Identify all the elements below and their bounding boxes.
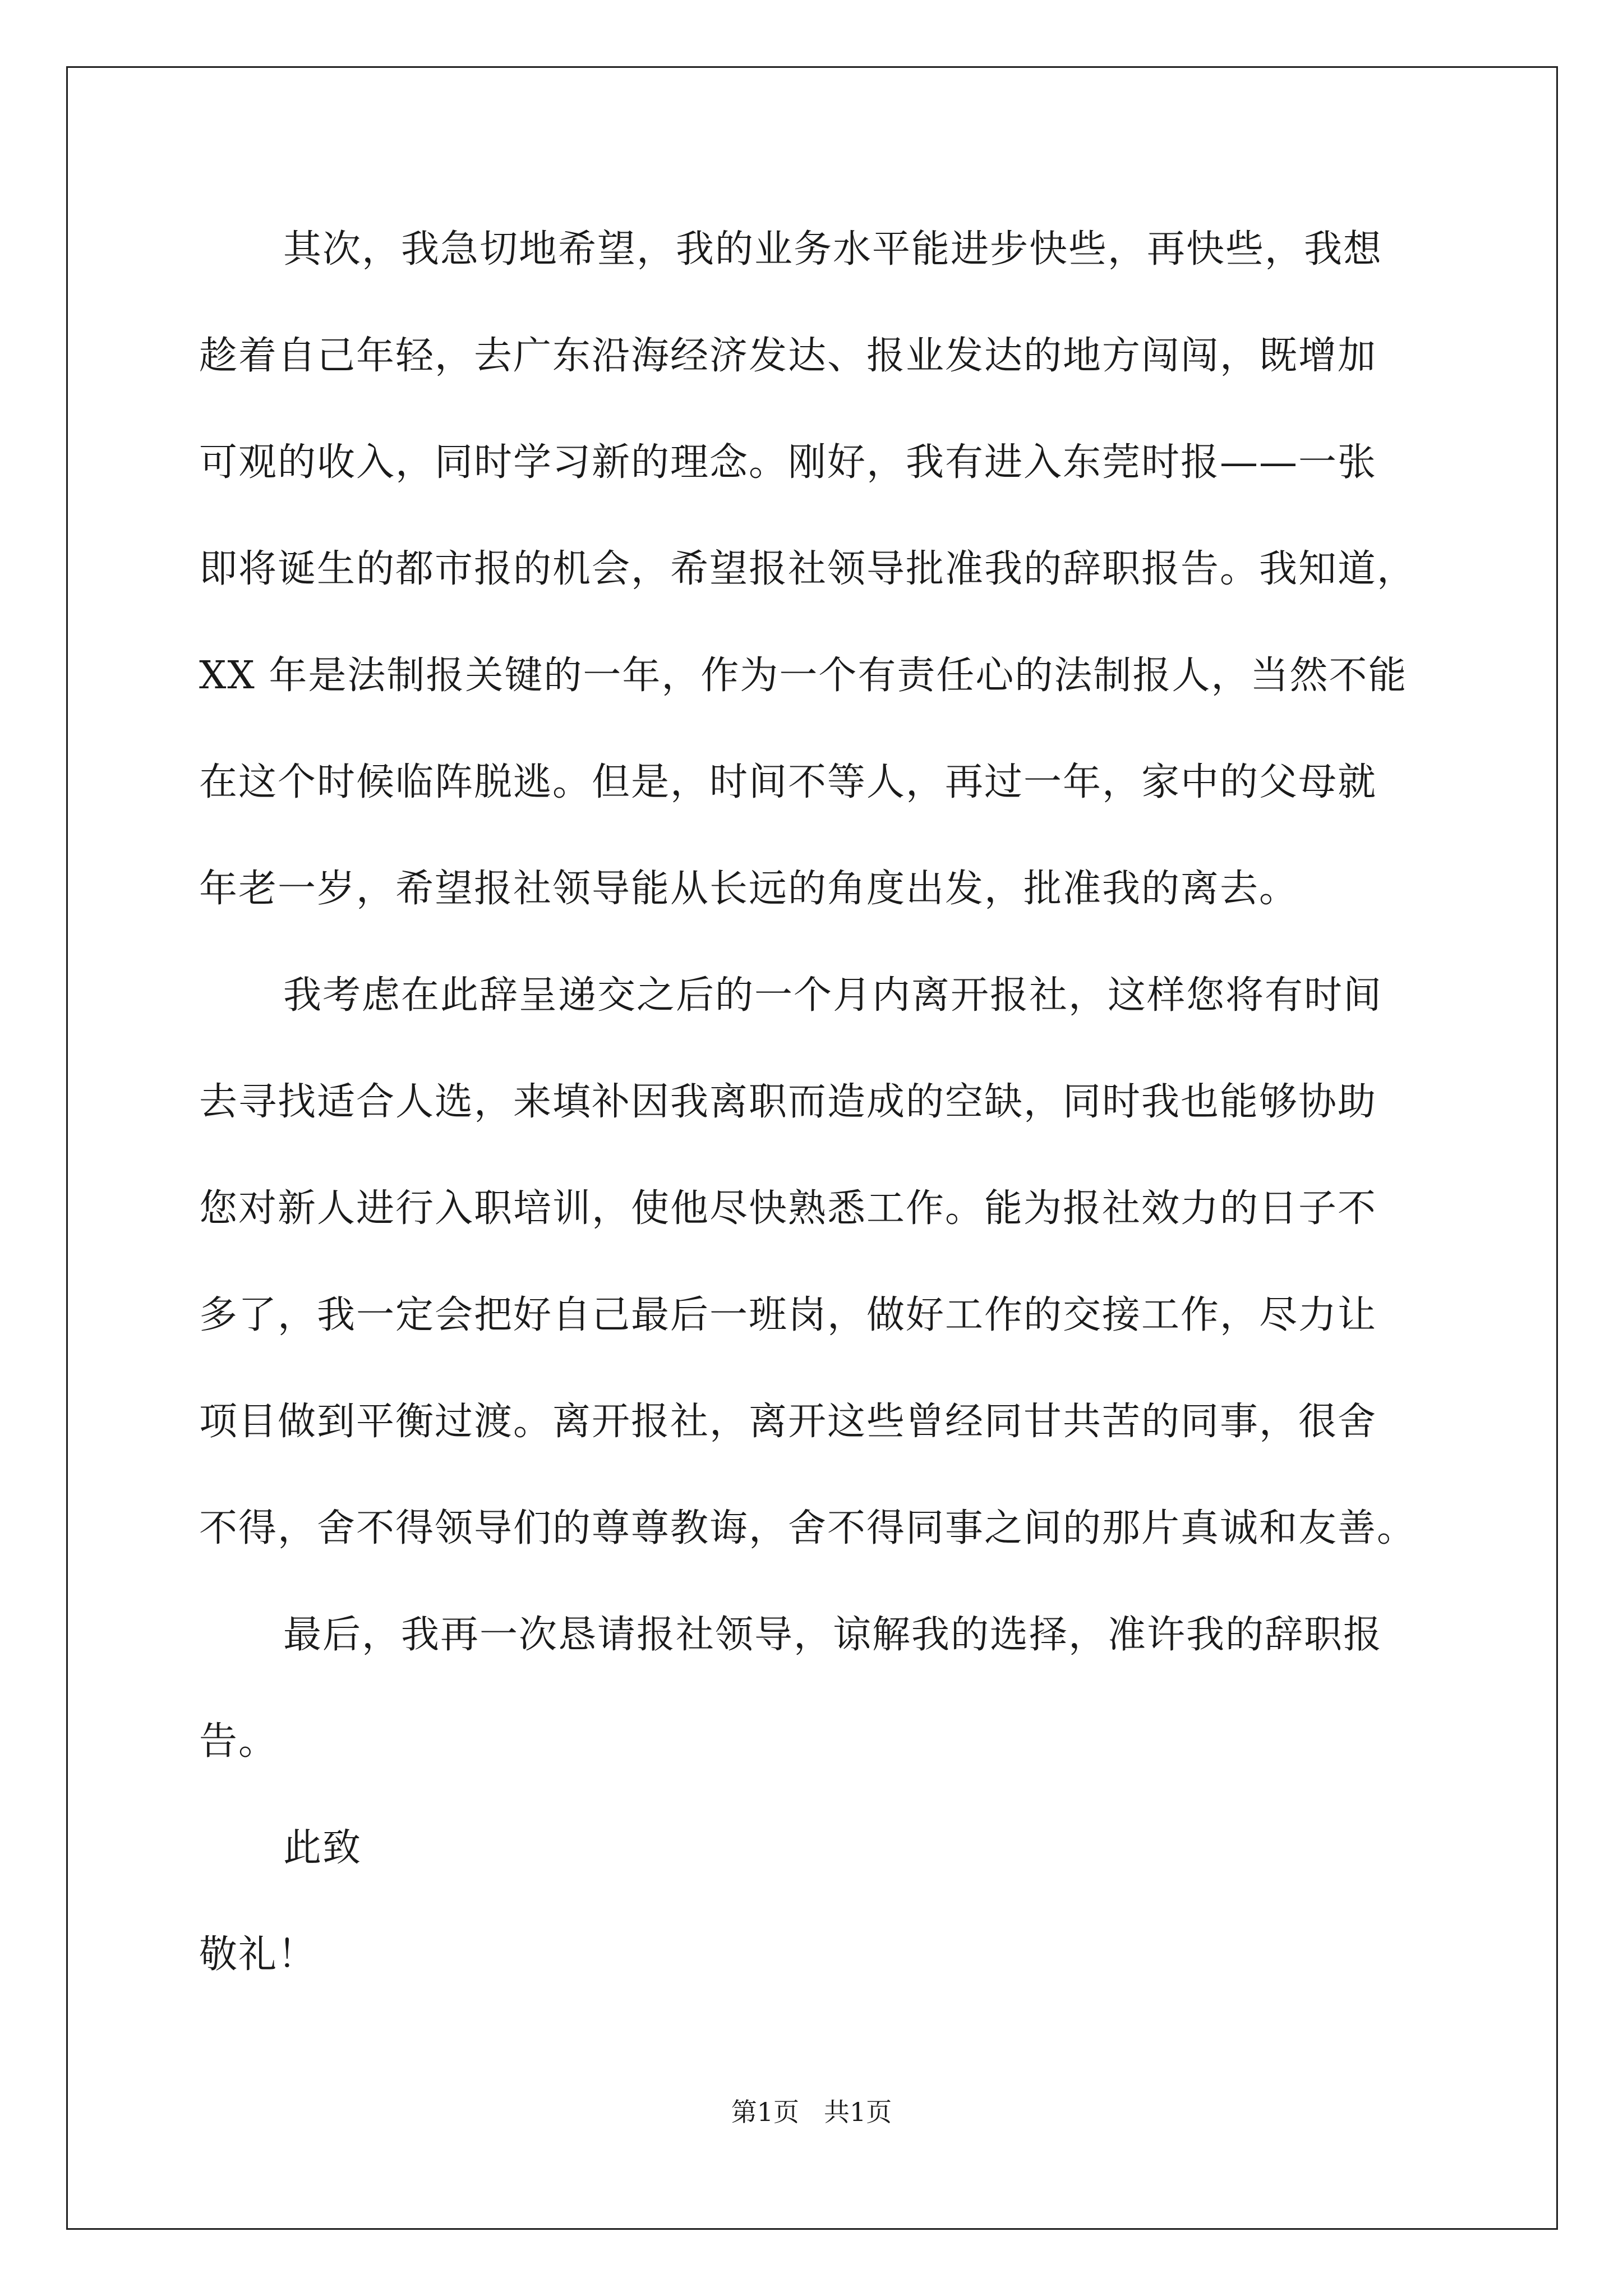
paragraph-line: 告。 [199,1719,278,1764]
paragraph-line: 趁着自己年轻，去广东沿海经济发达、报业发达的地方闯闯，既增加 [199,334,1377,378]
closing-regards: 敬礼！ [199,1932,317,1977]
paragraph-line: 最后，我再一次恳请报社领导，谅解我的选择，准许我的辞职报 [283,1613,1383,1657]
paragraph-line: 其次，我急切地希望，我的业务水平能进步快些，再快些，我想 [283,227,1383,272]
page-number-total: 共1页 [824,2097,892,2127]
paragraph-line: 在这个时候临阵脱逃。但是，时间不等人，再过一年，家中的父母就 [199,760,1377,804]
paragraph-line: 不得，舍不得领导们的尊尊教诲，舍不得同事之间的那片真诚和友善。 [199,1506,1417,1550]
paragraph-line: 项目做到平衡过渡。离开报社，离开这些曾经同甘共苦的同事，很舍 [199,1400,1377,1444]
page-footer [0,2095,1623,2129]
paragraph-line: XX 年是法制报关键的一年，作为一个有责任心的法制报人，当然不能 [199,654,1408,698]
paragraph-line: 可观的收入，同时学习新的理念。刚好，我有进入东莞时报——一张 [199,440,1377,485]
page-number-current: 第1页 [731,2097,799,2127]
paragraph-line: 年老一岁，希望报社领导能从长远的角度出发，批准我的离去。 [199,867,1299,911]
paragraph-line: 即将诞生的都市报的机会，希望报社领导批准我的辞职报告。我知道， [199,547,1417,591]
paragraph-line: 我考虑在此辞呈递交之后的一个月内离开报社，这样您将有时间 [283,973,1383,1018]
page-border [66,66,1558,2230]
paragraph-line: 去寻找适合人选，来填补因我离职而造成的空缺，同时我也能够协助 [199,1080,1377,1124]
paragraph-line: 多了，我一定会把好自己最后一班岗，做好工作的交接工作，尽力让 [199,1293,1377,1337]
paragraph-line: 您对新人进行入职培训，使他尽快熟悉工作。能为报社效力的日子不 [199,1186,1377,1231]
closing-salutation: 此致 [283,1826,362,1870]
